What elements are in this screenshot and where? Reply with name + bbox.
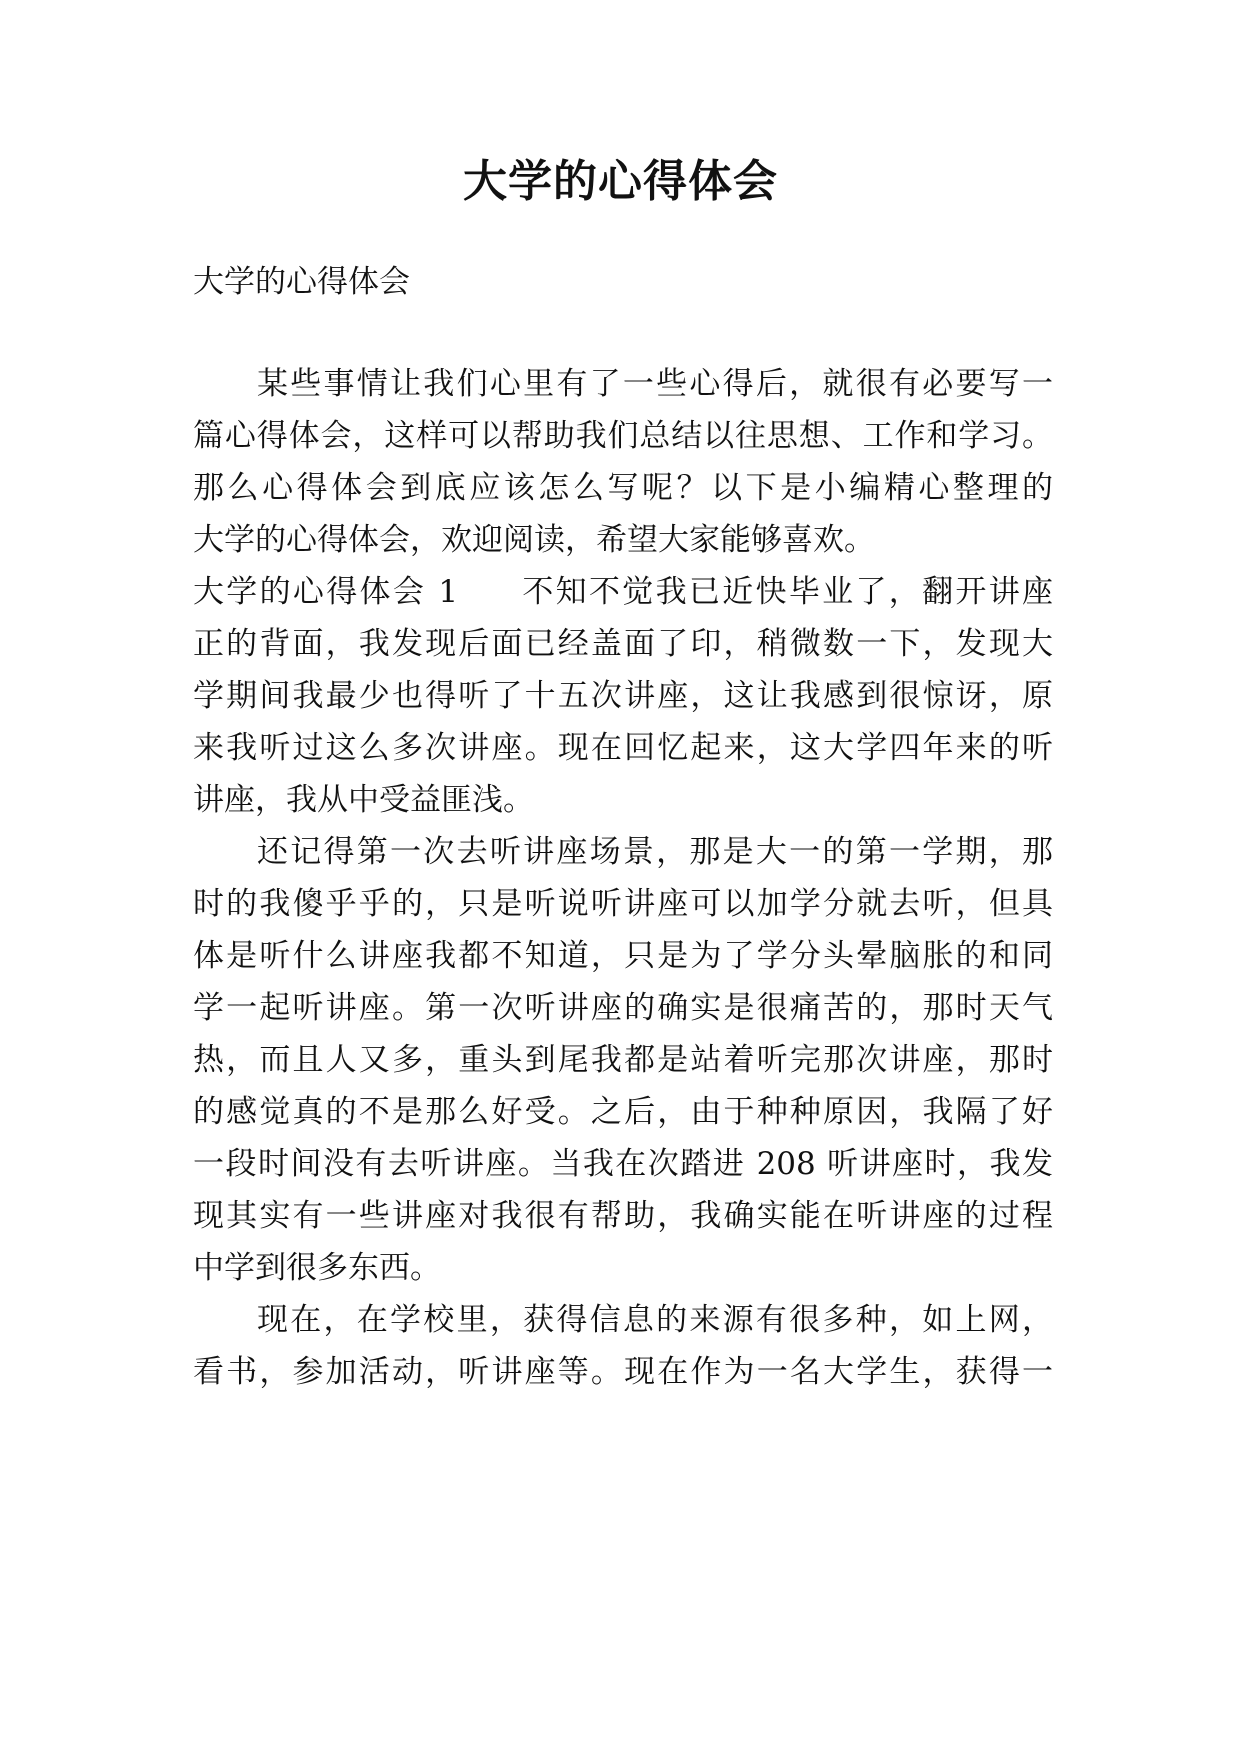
paragraph-line: 那么心得体会到底应该怎么写呢？以下是小编精心整理的 bbox=[193, 470, 1053, 506]
paragraph-line: 还记得第一次去听讲座场景，那是大一的第一学期，那 bbox=[257, 834, 1053, 870]
paragraph-line: 热，而且人又多，重头到尾我都是站着听完那次讲座，那时 bbox=[193, 1042, 1053, 1078]
paragraph-line: 体是听什么讲座我都不知道，只是为了学分头晕脑胀的和同 bbox=[193, 938, 1053, 974]
paragraph-line: 来我听过这么多次讲座。现在回忆起来，这大学四年来的听 bbox=[193, 730, 1053, 766]
paragraph-line: 一段时间没有去听讲座。当我在次踏进 208 听讲座时，我发 bbox=[193, 1146, 1053, 1182]
paragraph-line: 某些事情让我们心里有了一些心得后，就很有必要写一 bbox=[257, 366, 1053, 402]
document-title: 大学的心得体会 bbox=[463, 156, 778, 207]
paragraph-line: 的感觉真的不是那么好受。之后，由于种种原因，我隔了好 bbox=[193, 1094, 1053, 1130]
document-subtitle: 大学的心得体会 bbox=[193, 264, 410, 300]
paragraph-line-text: 不知不觉我已近快毕业了，翻开讲座 bbox=[520, 574, 1054, 610]
paragraph-line: 中学到很多东西。 bbox=[193, 1250, 441, 1286]
paragraph-line: 学期间我最少也得听了十五次讲座，这让我感到很惊讶，原 bbox=[193, 678, 1053, 714]
paragraph-line: 讲座，我从中受益匪浅。 bbox=[193, 782, 534, 818]
paragraph-line: 学一起听讲座。第一次听讲座的确实是很痛苦的，那时天气 bbox=[193, 990, 1053, 1026]
section-heading: 大学的心得体会 1 bbox=[193, 574, 459, 610]
paragraph-line: 现在，在学校里，获得信息的来源有很多种，如上网， bbox=[257, 1302, 1053, 1338]
section-first-line bbox=[193, 572, 1053, 612]
paragraph-line: 篇心得体会，这样可以帮助我们总结以往思想、工作和学习。 bbox=[193, 418, 1053, 454]
paragraph-line: 时的我傻乎乎的，只是听说听讲座可以加学分就去听，但具 bbox=[193, 886, 1053, 922]
paragraph-line: 大学的心得体会，欢迎阅读，希望大家能够喜欢。 bbox=[193, 522, 875, 558]
paragraph-line: 正的背面，我发现后面已经盖面了印，稍微数一下，发现大 bbox=[193, 626, 1053, 662]
paragraph-line: 现其实有一些讲座对我很有帮助，我确实能在听讲座的过程 bbox=[193, 1198, 1053, 1234]
paragraph-line: 看书，参加活动，听讲座等。现在作为一名大学生，获得一 bbox=[193, 1354, 1053, 1390]
